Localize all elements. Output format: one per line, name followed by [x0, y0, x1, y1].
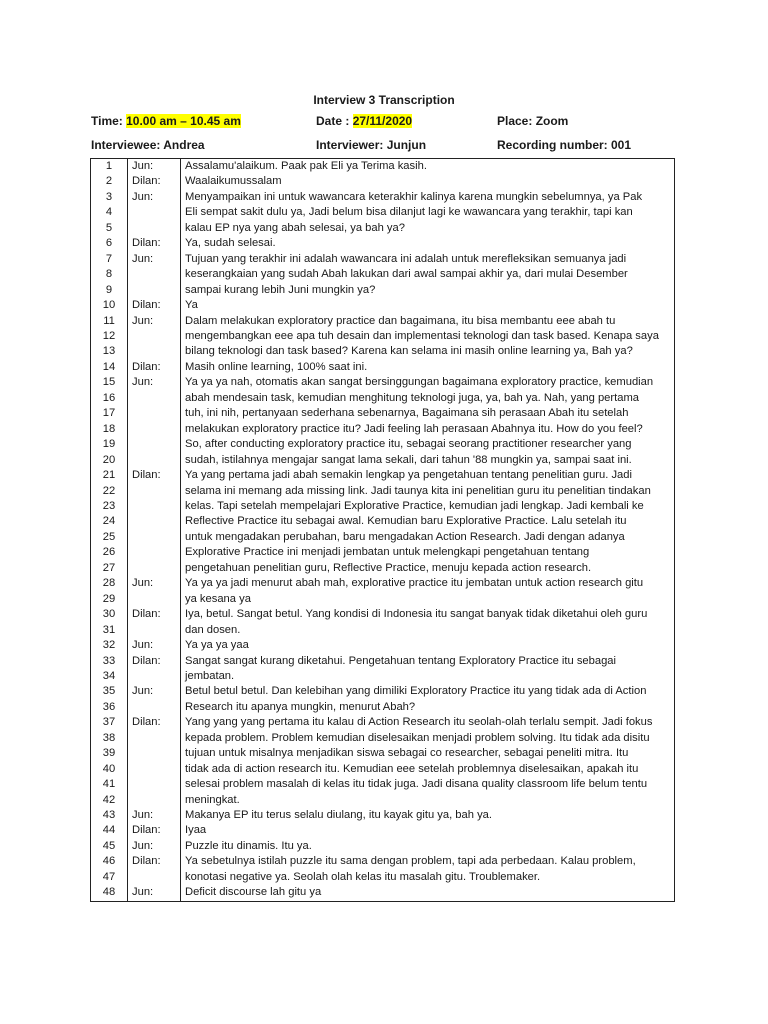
- utterance-text: sudah, istilahnya mengajar sangat lama sekali, dari tahun '88 mungkin ya, sampai saat ini.: [181, 453, 675, 468]
- utterance-text: jembatan.: [181, 669, 675, 684]
- transcript-row: [91, 174, 675, 189]
- line-number: 32: [91, 638, 128, 653]
- transcript-row: [91, 205, 675, 220]
- transcript-row: [91, 885, 675, 901]
- speaker: [128, 267, 181, 282]
- utterance-text: Masih online learning, 100% saat ini.: [181, 360, 675, 375]
- utterance-text: Iya, betul. Sangat betul. Yang kondisi di Indonesia itu sangat banyak tidak diketahui oleh guru: [181, 607, 675, 622]
- speaker: [128, 221, 181, 236]
- line-number: 17: [91, 406, 128, 421]
- utterance-text: Iyaa: [181, 823, 675, 838]
- utterance-text: kalau EP nya yang abah selesai, ya bah ya?: [181, 221, 675, 236]
- speaker: [128, 777, 181, 792]
- transcript-row: [91, 545, 675, 560]
- speaker: Dilan:: [128, 654, 181, 669]
- utterance-text: Menyampaikan ini untuk wawancara keterakhir kalinya karena mungkin sebelumnya, ya Pak: [181, 190, 675, 205]
- speaker: [128, 592, 181, 607]
- utterance-text: abah mendesain task, kemudian menghitung teknologi juga, ya, bah ya. Nah, yang pertama: [181, 391, 675, 406]
- transcript-row: [91, 654, 675, 669]
- line-number: 39: [91, 746, 128, 761]
- speaker: [128, 437, 181, 452]
- transcript-row: [91, 406, 675, 421]
- transcript-row: [91, 283, 675, 298]
- line-number: 21: [91, 468, 128, 483]
- speaker: Dilan:: [128, 468, 181, 483]
- line-number: 40: [91, 762, 128, 777]
- line-number: 23: [91, 499, 128, 514]
- transcript-row: [91, 468, 675, 483]
- line-number: 26: [91, 545, 128, 560]
- line-number: 48: [91, 885, 128, 901]
- line-number: 36: [91, 700, 128, 715]
- line-number: 45: [91, 839, 128, 854]
- line-number: 18: [91, 422, 128, 437]
- utterance-text: So, after conducting exploratory practice itu, sebagai seorang practitioner researcher yang: [181, 437, 675, 452]
- line-number: 5: [91, 221, 128, 236]
- speaker: [128, 391, 181, 406]
- line-number: 3: [91, 190, 128, 205]
- transcript-row: [91, 484, 675, 499]
- speaker: [128, 344, 181, 359]
- date-value: 27/11/2020: [352, 114, 413, 128]
- transcript-row: [91, 854, 675, 869]
- speaker: Jun:: [128, 808, 181, 823]
- speaker: Jun:: [128, 684, 181, 699]
- speaker: [128, 499, 181, 514]
- transcript-row: [91, 746, 675, 761]
- speaker: [128, 530, 181, 545]
- line-number: 6: [91, 236, 128, 251]
- transcript-table: [90, 158, 675, 902]
- transcript-row: [91, 592, 675, 607]
- utterance-text: Dalam melakukan exploratory practice dan bagaimana, itu bisa membantu eee abah tu: [181, 314, 675, 329]
- utterance-text: selesai problem masalah di kelas itu tidak juga. Jadi disana quality classroom life belum tentu: [181, 777, 675, 792]
- line-number: 25: [91, 530, 128, 545]
- utterance-text: untuk mengadakan perubahan, baru mengadakan Action Research. Jadi dengan adanya: [181, 530, 675, 545]
- utterance-text: Waalaikumussalam: [181, 174, 675, 189]
- transcript-row: [91, 777, 675, 792]
- speaker: Dilan:: [128, 854, 181, 869]
- transcript-row: [91, 576, 675, 591]
- utterance-text: keserangkaian yang sudah Abah lakukan dari awal sampai akhir ya, dari mulai Desember: [181, 267, 675, 282]
- line-number: 38: [91, 731, 128, 746]
- utterance-text: Ya sebetulnya istilah puzzle itu sama dengan problem, tapi ada perbedaan. Kalau problem,: [181, 854, 675, 869]
- speaker: [128, 514, 181, 529]
- utterance-text: Reflective Practice itu sebagai awal. Kemudian baru Explorative Practice. Lalu setelah itu: [181, 514, 675, 529]
- line-number: 9: [91, 283, 128, 298]
- transcript-row: [91, 159, 675, 175]
- speaker: Jun:: [128, 159, 181, 175]
- line-number: 42: [91, 793, 128, 808]
- utterance-text: Ya ya ya jadi menurut abah mah, explorative practice itu jembatan untuk action research gitu: [181, 576, 675, 591]
- line-number: 13: [91, 344, 128, 359]
- utterance-text: Ya, sudah selesai.: [181, 236, 675, 251]
- line-number: 30: [91, 607, 128, 622]
- transcript-row: [91, 638, 675, 653]
- recording-number-field: Recording number: 001: [497, 138, 632, 152]
- line-number: 27: [91, 561, 128, 576]
- meta-row-people: [91, 138, 691, 152]
- utterance-text: pengetahuan penelitian guru, Reflective Practice, menuju kepada action research.: [181, 561, 675, 576]
- line-number: 10: [91, 298, 128, 313]
- interviewer-field: Interviewer: Junjun: [316, 138, 427, 152]
- transcript-row: [91, 762, 675, 777]
- date-label: Date :: [316, 114, 353, 128]
- time-field: [91, 114, 316, 128]
- line-number: 31: [91, 623, 128, 638]
- speaker: [128, 669, 181, 684]
- transcript-row: [91, 344, 675, 359]
- line-number: 12: [91, 329, 128, 344]
- transcript-row: [91, 530, 675, 545]
- transcript-row: [91, 561, 675, 576]
- utterance-text: Ya ya ya yaa: [181, 638, 675, 653]
- transcript-row: [91, 808, 675, 823]
- speaker: Jun:: [128, 839, 181, 854]
- line-number: 4: [91, 205, 128, 220]
- transcript-row: [91, 623, 675, 638]
- line-number: 20: [91, 453, 128, 468]
- interviewee-field: Interviewee: Andrea: [91, 138, 205, 152]
- speaker: Dilan:: [128, 298, 181, 313]
- utterance-text: tidak ada di action research itu. Kemudian eee setelah problemnya diselesaikan, apakah itu: [181, 762, 675, 777]
- transcript-row: [91, 437, 675, 452]
- transcript-row: [91, 700, 675, 715]
- speaker: Dilan:: [128, 823, 181, 838]
- utterance-text: Eli sempat sakit dulu ya, Jadi belum bisa dilanjut lagi ke wawancara yang terakhir, tapi kan: [181, 205, 675, 220]
- transcript-row: [91, 236, 675, 251]
- speaker: [128, 545, 181, 560]
- speaker: [128, 422, 181, 437]
- speaker: Dilan:: [128, 174, 181, 189]
- speaker: [128, 453, 181, 468]
- transcript-row: [91, 514, 675, 529]
- line-number: 37: [91, 715, 128, 730]
- utterance-text: selama ini memang ada missing link. Jadi taunya kita ini penelitian guru itu penelitian tindakan: [181, 484, 675, 499]
- line-number: 8: [91, 267, 128, 282]
- utterance-text: Explorative Practice ini menjadi jembatan untuk melengkapi pengetahuan tentang: [181, 545, 675, 560]
- utterance-text: Assalamu'alaikum. Paak pak Eli ya Terima kasih.: [181, 159, 675, 175]
- speaker: [128, 329, 181, 344]
- utterance-text: ya kesana ya: [181, 592, 675, 607]
- date-field: [316, 114, 497, 128]
- speaker: Dilan:: [128, 715, 181, 730]
- transcript-row: [91, 839, 675, 854]
- speaker: [128, 484, 181, 499]
- speaker: Jun:: [128, 375, 181, 390]
- line-number: 44: [91, 823, 128, 838]
- speaker: [128, 623, 181, 638]
- utterance-text: Deficit discourse lah gitu ya: [181, 885, 675, 901]
- transcript-row: [91, 684, 675, 699]
- speaker: [128, 283, 181, 298]
- utterance-text: mengembangkan eee apa tuh desain dan implementasi teknologi dan task based. Kenapa saya: [181, 329, 675, 344]
- speaker: Jun:: [128, 314, 181, 329]
- line-number: 15: [91, 375, 128, 390]
- utterance-text: sampai kurang lebih Juni mungkin ya?: [181, 283, 675, 298]
- place-field: Place: Zoom: [497, 114, 569, 128]
- speaker: [128, 731, 181, 746]
- utterance-text: Ya ya ya nah, otomatis akan sangat bersinggungan bagaimana exploratory practice, kemudian: [181, 375, 675, 390]
- line-number: 2: [91, 174, 128, 189]
- transcript-row: [91, 607, 675, 622]
- speaker: [128, 793, 181, 808]
- utterance-text: tujuan untuk misalnya menjadikan siswa sebagai co researcher, sebagai peneliti mitra. Itu: [181, 746, 675, 761]
- speaker: [128, 746, 181, 761]
- transcript-body: [91, 159, 675, 902]
- transcript-row: [91, 329, 675, 344]
- transcript-row: [91, 499, 675, 514]
- speaker: Jun:: [128, 638, 181, 653]
- line-number: 41: [91, 777, 128, 792]
- utterance-text: Ya: [181, 298, 675, 313]
- speaker: Dilan:: [128, 360, 181, 375]
- speaker: Jun:: [128, 885, 181, 901]
- transcript-row: [91, 267, 675, 282]
- time-value: 10.00 am – 10.45 am: [126, 114, 241, 128]
- transcript-row: [91, 793, 675, 808]
- speaker: [128, 762, 181, 777]
- line-number: 47: [91, 870, 128, 885]
- transcript-row: [91, 870, 675, 885]
- speaker: Dilan:: [128, 236, 181, 251]
- utterance-text: kepada problem. Problem kemudian diselesaikan menjadi problem solving. Itu tidak ada disitu: [181, 731, 675, 746]
- transcript-row: [91, 453, 675, 468]
- line-number: 16: [91, 391, 128, 406]
- utterance-text: melakukan exploratory practice itu? Jadi feeling lah perasaan Abahnya itu. How do you feel?: [181, 422, 675, 437]
- transcript-row: [91, 314, 675, 329]
- utterance-text: Makanya EP itu terus selalu diulang, itu kayak gitu ya, bah ya.: [181, 808, 675, 823]
- time-label: Time:: [91, 114, 127, 128]
- line-number: 34: [91, 669, 128, 684]
- utterance-text: tuh, ini nih, pertanyaan sederhana sebenarnya, Bagaimana sih perasaan Abah itu setelah: [181, 406, 675, 421]
- speaker: [128, 870, 181, 885]
- speaker: [128, 700, 181, 715]
- utterance-text: Yang yang yang pertama itu kalau di Action Research itu seolah-olah terlalu sempit. Jadi fokus: [181, 715, 675, 730]
- transcript-row: [91, 190, 675, 205]
- utterance-text: bilang teknologi dan task based? Karena kan selama ini masih online learning ya, Bah ya?: [181, 344, 675, 359]
- utterance-text: Betul betul betul. Dan kelebihan yang dimiliki Exploratory Practice itu yang tidak ada di Action: [181, 684, 675, 699]
- line-number: 19: [91, 437, 128, 452]
- utterance-text: Puzzle itu dinamis. Itu ya.: [181, 839, 675, 854]
- utterance-text: Research itu apanya mungkin, menurut Abah?: [181, 700, 675, 715]
- page-title: Interview 3 Transcription: [313, 93, 455, 107]
- line-number: 35: [91, 684, 128, 699]
- meta-row-time-date-place: [91, 114, 691, 128]
- transcript-row: [91, 391, 675, 406]
- transcript-row: [91, 375, 675, 390]
- utterance-text: Sangat sangat kurang diketahui. Pengetahuan tentang Exploratory Practice itu sebagai: [181, 654, 675, 669]
- transcript-row: [91, 298, 675, 313]
- line-number: 43: [91, 808, 128, 823]
- line-number: 11: [91, 314, 128, 329]
- line-number: 28: [91, 576, 128, 591]
- line-number: 14: [91, 360, 128, 375]
- transcript-row: [91, 422, 675, 437]
- speaker: Jun:: [128, 576, 181, 591]
- line-number: 22: [91, 484, 128, 499]
- speaker: [128, 561, 181, 576]
- transcript-row: [91, 252, 675, 267]
- speaker: [128, 205, 181, 220]
- line-number: 29: [91, 592, 128, 607]
- transcript-row: [91, 731, 675, 746]
- line-number: 33: [91, 654, 128, 669]
- speaker: Dilan:: [128, 607, 181, 622]
- transcript-row: [91, 715, 675, 730]
- utterance-text: Tujuan yang terakhir ini adalah wawancara ini adalah untuk merefleksikan semuanya jadi: [181, 252, 675, 267]
- transcript-row: [91, 360, 675, 375]
- utterance-text: meningkat.: [181, 793, 675, 808]
- speaker: Jun:: [128, 252, 181, 267]
- speaker: Jun:: [128, 190, 181, 205]
- utterance-text: kelas. Tapi setelah mempelajari Explorative Practice, kemudian jadi lengkap. Jadi kembali ke: [181, 499, 675, 514]
- transcript-row: [91, 669, 675, 684]
- line-number: 7: [91, 252, 128, 267]
- utterance-text: dan dosen.: [181, 623, 675, 638]
- utterance-text: Ya yang pertama jadi abah semakin lengkap ya pengetahuan tentang penelitian guru. Jadi: [181, 468, 675, 483]
- transcript-row: [91, 221, 675, 236]
- transcript-row: [91, 823, 675, 838]
- speaker: [128, 406, 181, 421]
- line-number: 1: [91, 159, 128, 175]
- line-number: 46: [91, 854, 128, 869]
- utterance-text: konotasi negative ya. Seolah olah kelas itu masalah gitu. Troublemaker.: [181, 870, 675, 885]
- line-number: 24: [91, 514, 128, 529]
